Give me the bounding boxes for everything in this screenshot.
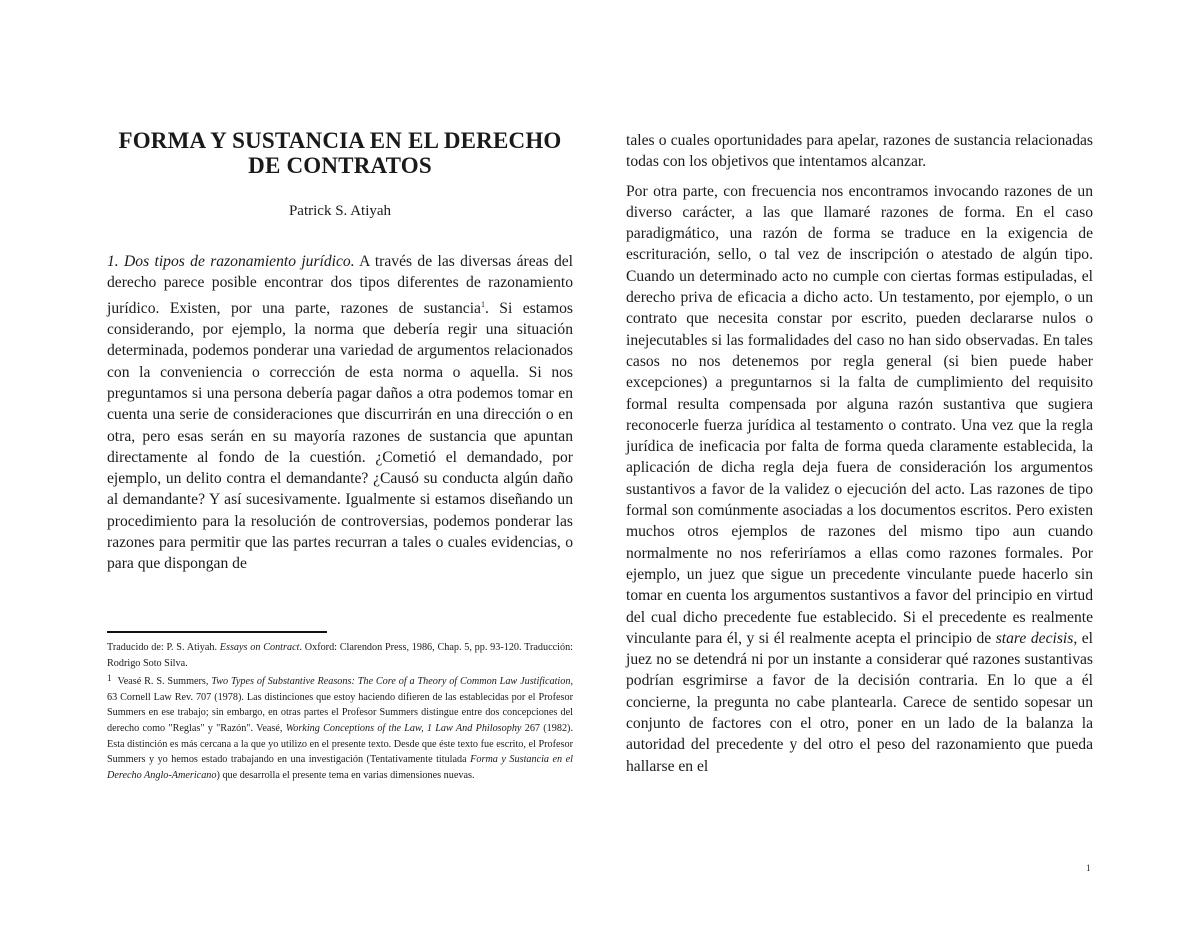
translation-note-source: . Oxford: Clarendon Press, 1986, Chap. 5, pp. 93-120. Traducción: Rodrigo Soto Silva. xyxy=(107,642,573,669)
title-line-2: DE CONTRATOS xyxy=(248,153,432,178)
left-column xyxy=(107,128,573,575)
right-column xyxy=(626,130,1093,777)
footnote-1-mark: 1 xyxy=(107,673,112,684)
section-heading: 1. Dos tipos de razonamiento jurídico. xyxy=(107,253,355,270)
footnote-1-cite-c: Forma y Sustancia en el Derecho Anglo-Americano xyxy=(107,754,574,781)
form-reasons-paragraph xyxy=(626,181,1093,777)
footnote-1-cite-a: Two Types of Substantive Reasons: The Core of a Theory of Common Law Justification xyxy=(211,676,571,688)
footnote-reference: 1 xyxy=(480,299,485,309)
footnote-1-cite-b: Working Conceptions of the Law, 1 Law And Philosophy xyxy=(285,722,522,734)
form-paragraph-text-1: Por otra parte, con frecuencia nos encontramos invocando razones de un diverso carácter, a las que llamaré razones de forma. En el caso paradigmático, una razón de forma se traduce en la exigencia de escrituración, sello, o tal vez de inscripción o atestado de algún tipo. Cuando un determinado acto no cumple con ciertas formas estipuladas, el derecho priva de eficacia a dicho acto. Un testamento, por ejemplo, o un contrato que necesita constar por escrito, pueden declararse nulos o inejecutables si las formalidades del caso no han sido observadas. En tales casos no nos detenemos por regla general (si bien puede haber excepciones) a preguntarnos si la falta de cumplimiento del requisito formal resulta compensada por alguna razón sustantiva que sugiera reconocerle fuerza jurídica al testamento o contrato. Una vez que la regla jurídica de ineficacia por falta de forma queda claramente establecida, la aplicación de dicha regla deja fuera de consideración los argumentos sustantivos a favor de la validez o ejecución del acto. Las razones de tipo formal son comúnmente asociadas a los documentos escritos. Pero existen muchos otros ejemplos de razones del mismo tipo aun cuando normalmente no nos referiríamos a ellas como razones formales. Por ejemplo, un juez que sigue un precedente vinculante puede hacerlo sin tomar en cuenta los argumentos sustantivos a favor del principio en virtud del cual dicho precedente fue establecido. Si el precedente es realmente vinculante para él, y si él realmente acepta el principio de xyxy=(626,182,1093,647)
translation-note-book: Essays on Contract xyxy=(219,642,300,653)
title-line-1: FORMA Y SUSTANCIA EN EL DERECHO xyxy=(118,128,562,153)
form-paragraph-text-2: , el juez no se detendrá ni por un instante a considerar qué razones sustantivas podrían esgrimirse a favor de la decisión contraria. En lo que a él concierne, la pregunta no cabe plantearla. Carece de sentido sopesar un conjunto de factores con el otro, poner en un lado de la balanza la autoridad del precedente y del otro el peso del razonamiento que pueda hallarse en el xyxy=(626,629,1093,775)
stare-decisis-term: stare decisis xyxy=(995,629,1074,647)
footnotes xyxy=(107,640,573,783)
footnote-1-text-d: ) que desarrolla el presente tema en varias dimensiones nuevas. xyxy=(216,769,475,781)
footnote-1-text-a: Veasé R. S. Summers, xyxy=(117,676,212,688)
section-1-paragraph xyxy=(107,251,573,575)
footnote-divider xyxy=(107,631,327,633)
author-name: Patrick S. Atiyah xyxy=(288,203,392,219)
translation-note xyxy=(107,640,573,671)
paragraph-text-1: A través de las diversas áreas del derecho parece posible encontrar dos tipos diferentes de razonamiento jurídico. Existen, por una parte, razones de sustancia xyxy=(107,253,574,317)
footnote-1-text-b: , 63 Cornell Law Rev. 707 (1978). Las distinciones que estoy haciendo difieren de las establecidas por el Profesor Summers en ese trabajo; sin embargo, en otras partes el Profesor Summers distingue entre dos concepciones del derecho como "Reglas" y "Razón". Veasé, xyxy=(107,676,573,734)
paragraph-text-2: . Si estamos considerando, por ejemplo, la norma que debería regir una situación determinada, podemos ponderar una variedad de argumentos relacionados con la conveniencia o corrección de esta norma o aquella. Si nos preguntamos si una persona debería pagar daños a otra podemos tomar en cuenta una serie de consideraciones que discurrirán en una dirección o en otra, pero esas serán en su mayoría razones de sustancia que apuntan directamente al fondo de la cuestión. ¿Cometió el demandado, por ejemplo, un delito contra el demandante? ¿Causó su conducta algún daño al demandante? Y así sucesivamente. Igualmente si estamos diseñando un procedimiento para la resolución de controversias, podemos ponderar las razones para permitir que las partes recurran a tales o cuales evidencias, o para que dispongan de xyxy=(107,299,573,573)
footnote-1-text-c: 267 (1982). Esta distinción es más cercana a la que yo utilizo en el presente texto. Desde que éste texto fue escrito, el Profesor Summers y yo hemos estado trabajando en una investigación (Tentativamente titulada xyxy=(107,722,573,766)
article-title xyxy=(107,128,573,178)
footnote-1 xyxy=(107,671,573,783)
translation-note-text: Traducido de: P. S. Atiyah. xyxy=(107,642,220,653)
page-number: 1 xyxy=(1086,863,1091,873)
continuation-paragraph: tales o cuales oportunidades para apelar, razones de sustancia relacionadas todas con los objetivos que intentamos alcanzar. xyxy=(626,132,1093,171)
